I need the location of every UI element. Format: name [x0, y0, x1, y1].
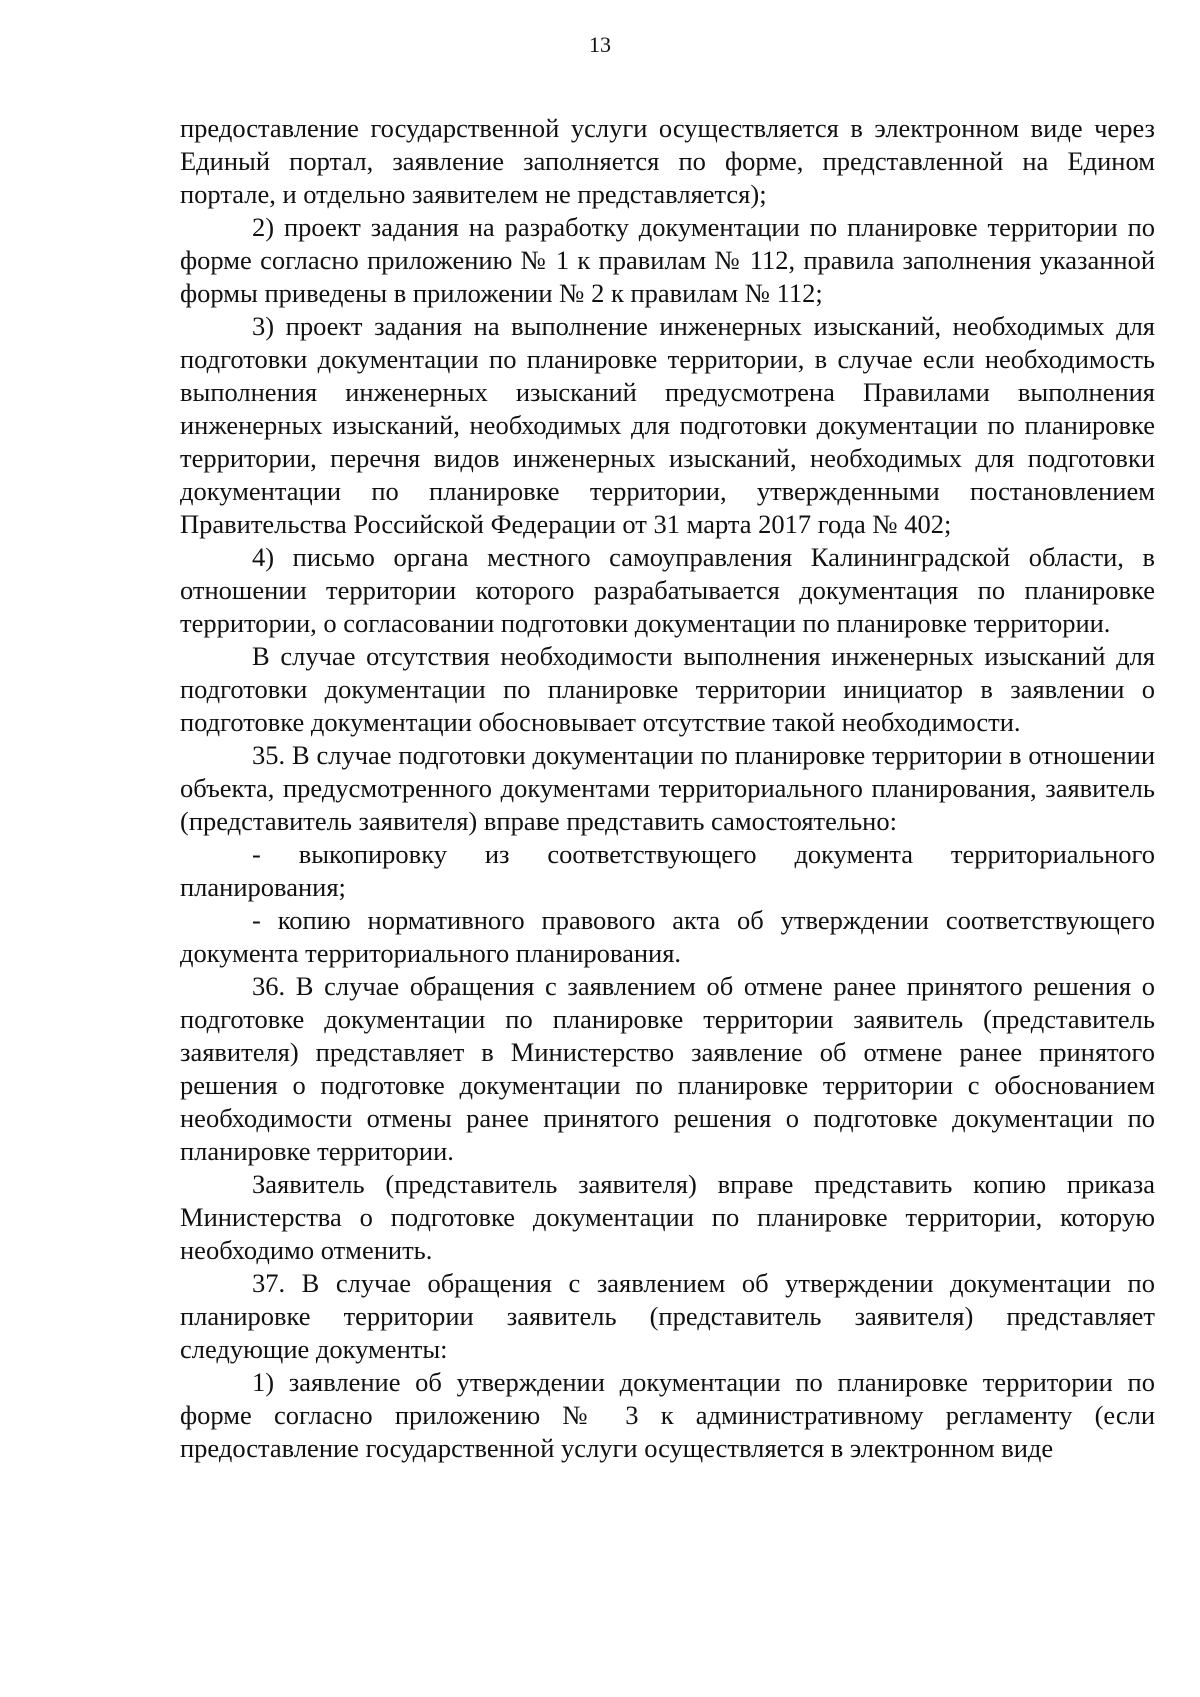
paragraph: 36. В случае обращения с заявлением об отмене ранее принятого решения о подготовке документации по планировке территории заявитель (представитель заявителя) представляет в Министерство заявление об отмене ранее принятого решения о подготовке документации по планировке территории с обоснованием необходимости отмены ранее принятого решения о подготовке документации по планировке территории.: [180, 971, 1155, 1166]
paragraph: 2) проект задания на разработку документации по планировке территории по форме согласно приложению № 1 к правилам № 112, правила заполнения указанной формы приведены в приложении № 2 к правилам № 112;: [180, 212, 1155, 308]
paragraph: Заявитель (представитель заявителя) вправе представить копию приказа Министерства о подготовке документации по планировке территории, которую необходимо отменить.: [180, 1169, 1155, 1265]
document-body: [180, 112, 1155, 1465]
paragraph: 4) письмо органа местного самоуправления Калининградской области, в отношении территории которого разрабатывается документация по планировке территории, о согласовании подготовки документации по планировке территории.: [180, 542, 1155, 638]
paragraph: В случае отсутствия необходимости выполнения инженерных изысканий для подготовки документации по планировке территории инициатор в заявлении о подготовке документации обосновывает отсутствие такой необходимости.: [180, 641, 1155, 737]
paragraph: 37. В случае обращения с заявлением об утверждении документации по планировке территории заявитель (представитель заявителя) представляет следующие документы:: [180, 1268, 1155, 1364]
paragraph: 35. В случае подготовки документации по планировке территории в отношении объекта, предусмотренного документами территориального планирования, заявитель (представитель заявителя) вправе представить самостоятельно:: [180, 740, 1155, 836]
paragraph: 3) проект задания на выполнение инженерных изысканий, необходимых для подготовки документации по планировке территории, в случае если необходимость выполнения инженерных изысканий предусмотрена Правилами выполнения инженерных изысканий, необходимых для подготовки документации по планировке территории, перечня видов инженерных изысканий, необходимых для подготовки документации по планировке территории, утвержденными постановлением Правительства Российской Федерации от 31 марта 2017 года № 402;: [180, 311, 1155, 539]
paragraph: предоставление государственной услуги осуществляется в электронном виде через Единый портал, заявление заполняется по форме, представленной на Едином портале, и отдельно заявителем не представляется);: [180, 113, 1155, 209]
paragraph: - копию нормативного правового акта об утверждении соответствующего документа территориального планирования.: [180, 905, 1155, 968]
paragraph: - выкопировку из соответствующего документа территориального планирования;: [180, 839, 1155, 902]
paragraph: 1) заявление об утверждении документации по планировке территории по форме согласно приложению № 3 к административному регламенту (если предоставление государственной услуги осуществляется в электронном виде: [180, 1367, 1155, 1463]
page-number: 13: [589, 32, 611, 57]
